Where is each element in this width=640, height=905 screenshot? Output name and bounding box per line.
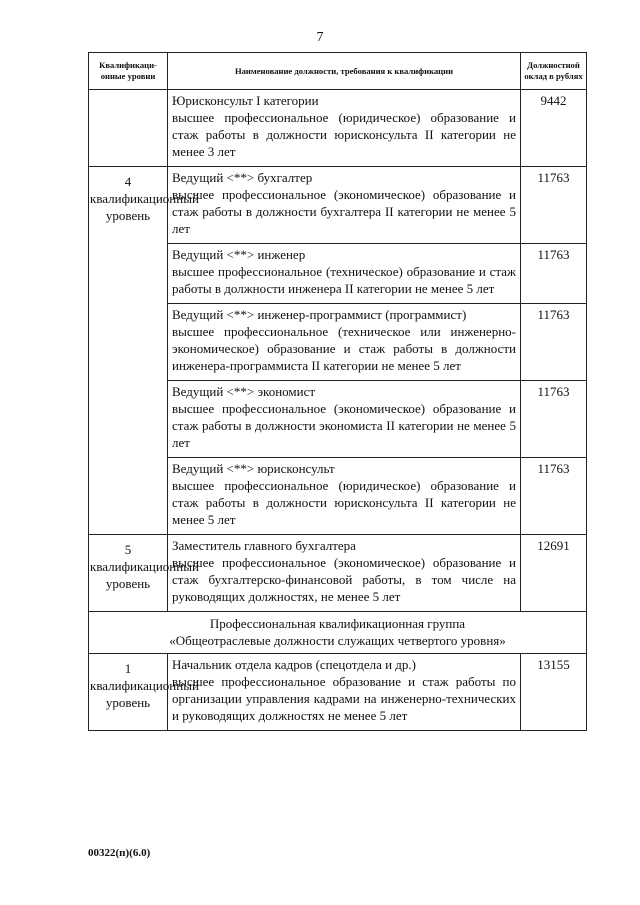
position-requirements: высшее профессиональное образование и стаж работы по организации управления кадрами на инженерно-технических и руководящих должностях не менее 5 лет (172, 674, 516, 723)
position-cell (168, 458, 521, 535)
salary-cell: 13155 (521, 654, 587, 731)
position-requirements: высшее профессиональное (техническое) образование и стаж работы в должности инженера II категории не менее 5 лет (172, 264, 516, 296)
level-cell: 4 квалификационный уровень (89, 167, 168, 535)
header-salary: Должностной оклад в рублях (521, 53, 587, 90)
page-number: 7 (316, 30, 324, 45)
table-row (89, 654, 587, 731)
position-requirements: высшее профессиональное (юридическое) образование и стаж работы в должности юрисконсульта II категории не менее 5 лет (172, 478, 516, 527)
position-requirements: высшее профессиональное (экономическое) образование и стаж работы в должности бухгалтера II категории не менее 5 лет (172, 187, 516, 236)
position-title: Заместитель главного бухгалтера (172, 538, 356, 553)
header-level: Квалификаци-онные уровни (89, 53, 168, 90)
table-header-row (89, 53, 587, 90)
position-title: Ведущий <**> инженер (172, 247, 306, 262)
position-cell (168, 535, 521, 612)
position-cell (168, 90, 521, 167)
position-cell (168, 381, 521, 458)
qualification-table (88, 52, 587, 731)
group-heading-row (89, 612, 587, 654)
table-row (89, 167, 587, 244)
salary-cell: 9442 (521, 90, 587, 167)
position-title: Ведущий <**> экономист (172, 384, 316, 399)
group-heading (89, 612, 587, 654)
document-code: 00322(п)(6.0) (88, 847, 151, 859)
salary-cell: 12691 (521, 535, 587, 612)
position-title: Начальник отдела кадров (спецотдела и др.) (172, 657, 416, 672)
group-heading-line2: «Общеотраслевые должности служащих четвертого уровня» (169, 633, 506, 648)
salary-cell: 11763 (521, 458, 587, 535)
table-row (89, 90, 587, 167)
table-row (89, 535, 587, 612)
position-requirements: высшее профессиональное (юридическое) образование и стаж работы в должности юрисконсульта II категории не менее 3 лет (172, 110, 516, 159)
salary-cell: 11763 (521, 381, 587, 458)
header-position: Наименование должности, требования к квалификации (168, 53, 521, 90)
position-cell (168, 244, 521, 304)
position-title: Ведущий <**> инженер-программист (программист) (172, 307, 467, 322)
position-cell (168, 654, 521, 731)
position-requirements: высшее профессиональное (техническое или инженерно-экономическое) образование и стаж работы в должности инженера-программиста II категории не менее 5 лет (172, 324, 516, 373)
salary-cell: 11763 (521, 304, 587, 381)
salary-cell: 11763 (521, 244, 587, 304)
position-title: Ведущий <**> юрисконсульт (172, 461, 335, 476)
position-cell (168, 167, 521, 244)
salary-cell: 11763 (521, 167, 587, 244)
level-cell: 5 квалификационный уровень (89, 535, 168, 612)
position-requirements: высшее профессиональное (экономическое) образование и стаж бухгалтерско-финансовой работы, в том числе на руководящих должностях, не менее 5 лет (172, 555, 516, 604)
position-requirements: высшее профессиональное (экономическое) образование и стаж работы в должности экономиста II категории не менее 5 лет (172, 401, 516, 450)
level-cell: 1 квалификационный уровень (89, 654, 168, 731)
level-cell-empty (89, 90, 168, 167)
position-title: Ведущий <**> бухгалтер (172, 170, 313, 185)
position-title: Юрисконсульт I категории (172, 93, 319, 108)
group-heading-line1: Профессиональная квалификационная группа (209, 616, 466, 631)
position-cell (168, 304, 521, 381)
